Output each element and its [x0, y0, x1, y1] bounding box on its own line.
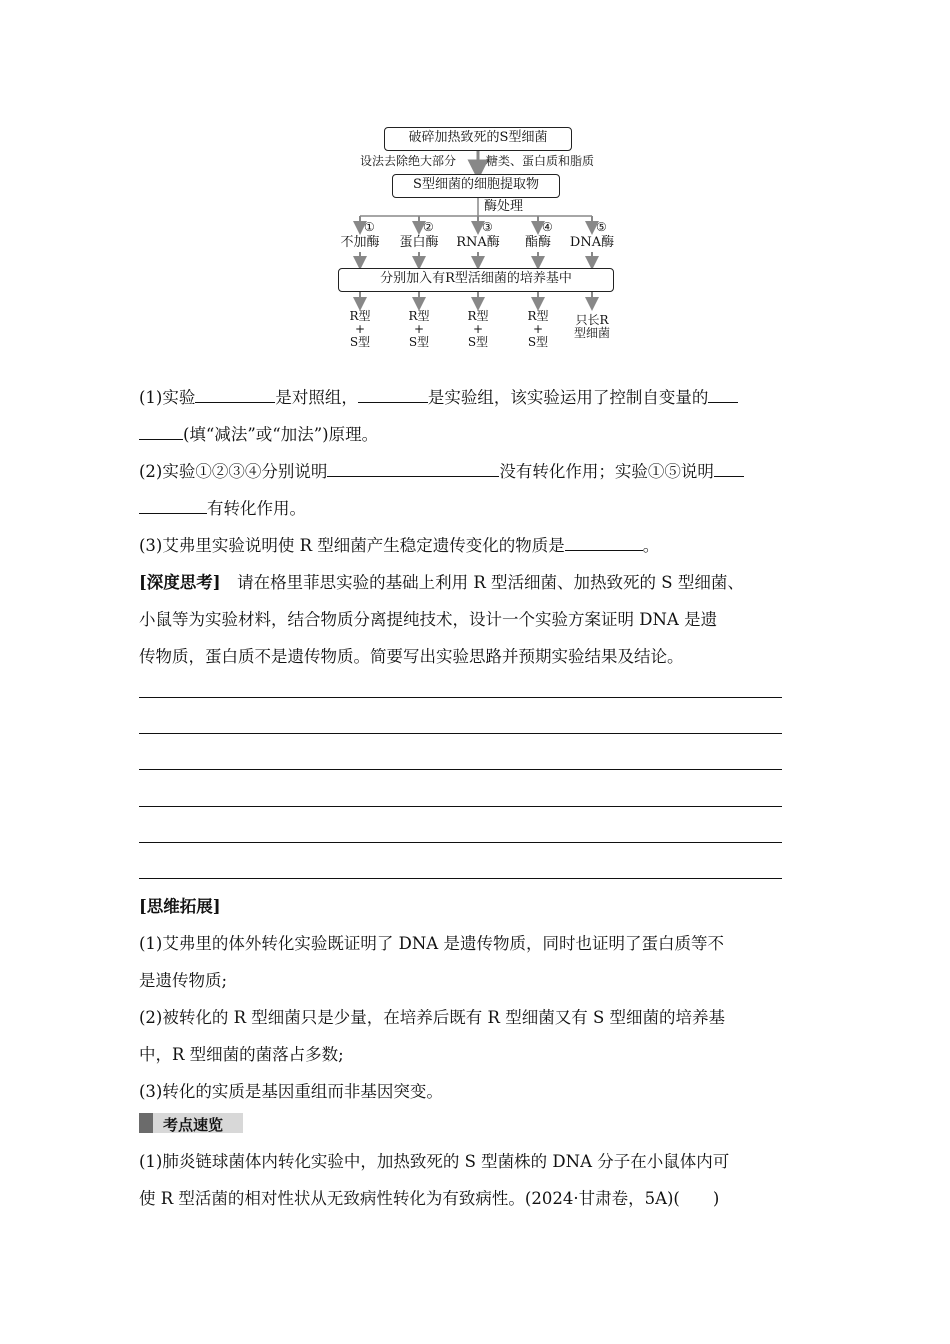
q1-text-b: 是对照组，: [275, 388, 358, 407]
extension-p3-line1: (3)转化的实质是基因重组而非基因突变。: [139, 1082, 443, 1101]
extension-p2-line2: 中，R 型细菌的菌落占多数;: [139, 1045, 344, 1064]
num-1: ①: [364, 220, 375, 234]
extension-tag: [思维拓展]: [139, 897, 221, 916]
enzyme-none: 不加酶: [340, 235, 380, 250]
result-2-line2: +: [413, 322, 425, 336]
q1-line2: [139, 416, 819, 453]
answer-line-6[interactable]: [139, 878, 782, 879]
result-5-line2: 型细菌: [573, 326, 610, 340]
q1-blank-principle-b[interactable]: [139, 421, 183, 440]
q1-blank-principle-a[interactable]: [708, 384, 738, 403]
enzyme-dnase: DNA酶: [569, 235, 615, 250]
q2-text-a: (2)实验①②③④分别说明: [139, 462, 328, 481]
q2-line2: [139, 490, 819, 527]
question-block: [139, 379, 819, 675]
extract-box: S型细菌的细胞提取物: [392, 174, 560, 198]
q2-blank-2a[interactable]: [714, 458, 744, 477]
q1-blank-control[interactable]: [195, 384, 275, 403]
q2-text-c: 有转化作用。: [207, 499, 306, 518]
deep-thinking-text-3: 传物质，蛋白质不是遗传物质。简要写出实验思路并预期实验结果及结论。: [139, 647, 684, 666]
deep-thinking-text-1: 请在格里菲思实验的基础上利用 R 型活细菌、加热致死的 S 型细菌、: [237, 573, 744, 592]
answer-line-3[interactable]: [139, 769, 782, 770]
culture-box: 分别加入有R型活细菌的培养基中: [338, 268, 614, 292]
q1-text-a: (1)实验: [139, 388, 196, 407]
result-2: [392, 310, 446, 349]
overview-item1-line2: 使 R 型活菌的相对性状从无致病性转化为有致病性。(2024·甘肃卷，5A)( ): [139, 1189, 720, 1208]
result-1-line2: +: [354, 322, 366, 336]
result-5-line1: 只长R: [575, 313, 609, 327]
result-1: [333, 310, 387, 349]
q2-blank-2b[interactable]: [139, 495, 207, 514]
overview-item1-line1: (1)肺炎链球菌体内转化实验中，加热致死的 S 型菌株的 DNA 分子在小鼠体内可: [139, 1152, 730, 1171]
result-2-line1: R型: [408, 309, 430, 323]
result-4-line2: +: [532, 322, 544, 336]
overview-title: 考点速览: [163, 1116, 224, 1134]
q1-line1: [139, 379, 819, 416]
enzyme-esterase: 酯酶: [524, 235, 551, 250]
result-3-line2: +: [472, 322, 484, 336]
result-4: [511, 310, 565, 349]
answer-line-4[interactable]: [139, 806, 782, 807]
q3-text-b: 。: [642, 536, 660, 555]
result-4-line1: R型: [527, 309, 549, 323]
q1-text-d: (填“减法”或“加法”)原理。: [183, 425, 379, 444]
result-2-line3: S型: [408, 335, 430, 349]
result-3-line1: R型: [467, 309, 489, 323]
q1-blank-experiment[interactable]: [358, 384, 428, 403]
q1-text-c: 是实验组，该实验运用了控制自变量的: [427, 388, 709, 407]
q3-text-a: (3)艾弗里实验说明使 R 型细菌产生稳定遗传变化的物质是: [139, 536, 565, 555]
num-2: ②: [423, 220, 434, 234]
q2-line1: [139, 453, 819, 490]
q2-text-b: 没有转化作用；实验①⑤说明: [499, 462, 714, 481]
deep-thinking-tag: [深度思考]: [139, 573, 221, 592]
q3-line: [139, 527, 819, 564]
removed-substances-label: 糖类、蛋白质和脂质: [486, 154, 595, 168]
extension-p1-line2: 是遗传物质;: [139, 971, 228, 990]
result-3: [451, 310, 505, 349]
result-5: [565, 314, 619, 340]
thinking-extension: [139, 888, 819, 1110]
result-3-line3: S型: [467, 335, 489, 349]
answer-line-2[interactable]: [139, 733, 782, 734]
result-1-line3: S型: [349, 335, 371, 349]
enzyme-treatment-label: 酶处理: [484, 199, 524, 214]
enzyme-rnase: RNA酶: [456, 235, 500, 250]
top-box: 破碎加热致死的S型细菌: [384, 127, 572, 151]
q2-blank-1[interactable]: [327, 458, 499, 477]
remove-step-label: 设法去除绝大部分: [360, 154, 457, 168]
answer-line-1[interactable]: [139, 697, 782, 698]
overview-block: [139, 1143, 819, 1217]
result-1-line1: R型: [349, 309, 371, 323]
overview-section-badge: [139, 1113, 243, 1133]
num-4: ④: [542, 220, 553, 234]
deep-thinking-text-2: 小鼠等为实验材料，结合物质分离提纯技术，设计一个实验方案证明 DNA 是遗: [139, 610, 718, 629]
answer-line-5[interactable]: [139, 842, 782, 843]
num-5: ⑤: [596, 220, 607, 234]
q3-blank[interactable]: [565, 532, 643, 551]
enzyme-protease: 蛋白酶: [399, 235, 439, 250]
deep-thinking-line1: [139, 564, 819, 601]
result-4-line3: S型: [527, 335, 549, 349]
experiment-flow-diagram: [330, 120, 620, 360]
extension-p2-line1: (2)被转化的 R 型细菌只是少量，在培养后既有 R 型细菌又有 S 型细菌的培养基: [139, 1008, 725, 1027]
extension-p1-line1: (1)艾弗里的体外转化实验既证明了 DNA 是遗传物质，同时也证明了蛋白质等不: [139, 934, 724, 953]
num-3: ③: [482, 220, 493, 234]
